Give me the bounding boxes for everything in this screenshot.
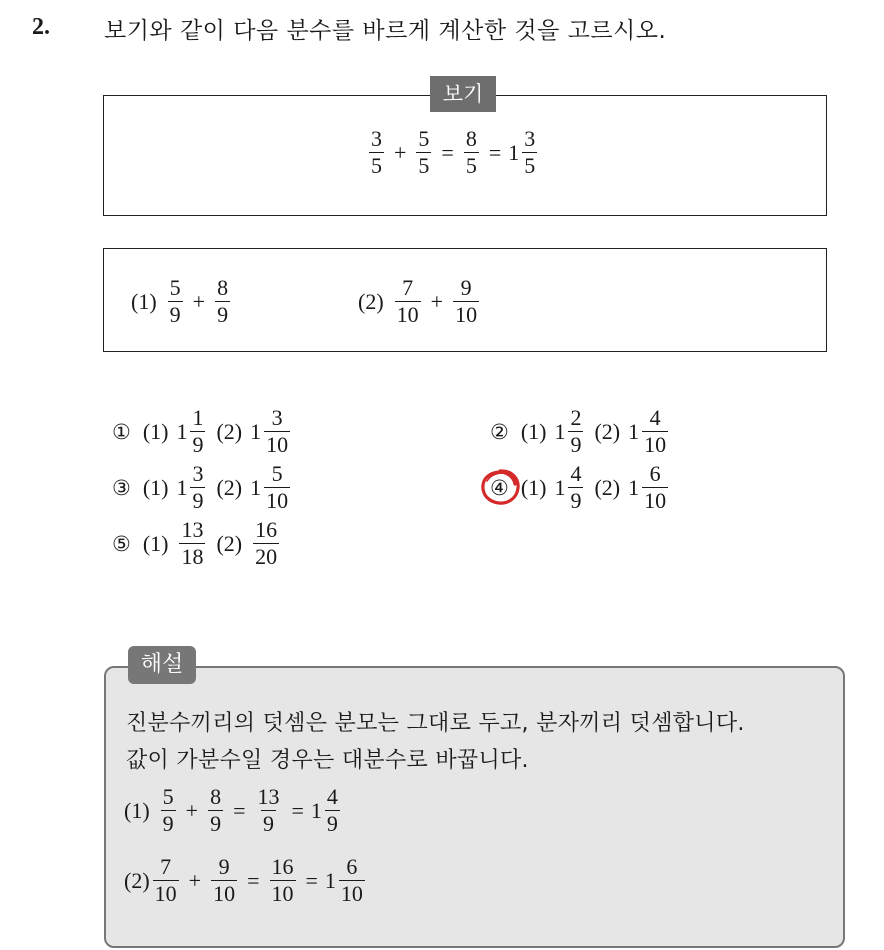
fraction: $\frac{5}{9}$: [162, 784, 174, 836]
fraction: $\frac{2}{9}$: [570, 405, 582, 457]
fraction: $\frac{3}{10}$: [266, 405, 289, 457]
fraction: $\frac{4}{9}$: [326, 784, 338, 836]
fraction: $\frac{8}{5}$: [465, 126, 477, 178]
problem-2: (2) $\frac{7}{10}$ + $\frac{9}{10}$: [358, 275, 478, 327]
example-equation: $\frac{3}{5}$ + $\frac{5}{5}$ = $\frac{8}{5}$ = 1 $\frac{3}{5}$: [371, 126, 536, 178]
choice-marker: ②: [490, 419, 509, 444]
choice-2[interactable]: ② (1) 1 $\frac{2}{9}$ (2) 1 $\frac{4}{10}$: [490, 405, 667, 457]
solution-label: 해설: [128, 646, 196, 684]
choice-5[interactable]: ⑤ (1) $\frac{13}{18}$ (2) $\frac{16}{20}$: [112, 517, 278, 569]
choice-4[interactable]: ④ (1) 1 $\frac{4}{9}$ (2) 1 $\frac{6}{10}$: [490, 461, 667, 513]
fraction: $\frac{13}{18}$: [181, 517, 204, 569]
question-text: 보기와 같이 다음 분수를 바르게 계산한 것을 고르시오.: [104, 18, 667, 44]
choice-marker: ③: [112, 475, 131, 500]
fraction: $\frac{3}{9}$: [192, 461, 204, 513]
solution-text-2: 값이 가분수일 경우는 대분수로 바꿉니다.: [126, 748, 529, 773]
fraction: $\frac{3}{5}$: [524, 126, 536, 178]
question-number: 2.: [32, 14, 50, 40]
choice-1[interactable]: ① (1) 1 $\frac{1}{9}$ (2) 1 $\frac{3}{10}$: [112, 405, 289, 457]
fraction: $\frac{16}{10}$: [271, 854, 294, 906]
fraction: $\frac{3}{5}$: [371, 126, 382, 178]
answer-circle-mark: [479, 467, 521, 507]
fraction: $\frac{7}{10}$: [396, 275, 419, 327]
fraction: $\frac{8}{9}$: [210, 784, 222, 836]
fraction: $\frac{6}{10}$: [340, 854, 363, 906]
fraction: $\frac{9}{10}$: [455, 275, 478, 327]
fraction: $\frac{6}{10}$: [644, 461, 667, 513]
choice-marker: ⑤: [112, 531, 131, 556]
fraction: $\frac{4}{10}$: [644, 405, 667, 457]
solution-step-2: (2) $\frac{7}{10}$ + $\frac{9}{10}$ = $\frac{16}{10}$ = 1 $\frac{6}{10}$: [124, 854, 363, 906]
fraction: $\frac{4}{9}$: [570, 461, 582, 513]
fraction: $\frac{5}{5}$: [418, 126, 430, 178]
example-label: 보기: [430, 76, 496, 112]
fraction: $\frac{13}{9}$: [257, 784, 280, 836]
fraction: $\frac{7}{10}$: [154, 854, 177, 906]
fraction: $\frac{5}{10}$: [266, 461, 289, 513]
solution-text-1: 진분수끼리의 덧셈은 분모는 그대로 두고, 분자끼리 덧셈합니다.: [126, 711, 745, 736]
choice-marker: ④: [490, 475, 509, 500]
solution-step-1: (1) $\frac{5}{9}$ + $\frac{8}{9}$ = $\frac{13}{9}$ = 1 $\frac{4}{9}$: [124, 784, 338, 836]
fraction: $\frac{5}{9}$: [169, 275, 181, 327]
choice-marker: ①: [112, 419, 131, 444]
problem-1: (1) $\frac{5}{9}$ + $\frac{8}{9}$: [131, 275, 229, 327]
choice-3[interactable]: ③ (1) 1 $\frac{3}{9}$ (2) 1 $\frac{5}{10}$: [112, 461, 289, 513]
fraction: $\frac{1}{9}$: [192, 405, 204, 457]
fraction: $\frac{8}{9}$: [217, 275, 229, 327]
fraction: $\frac{9}{10}$: [213, 854, 236, 906]
fraction: $\frac{16}{20}$: [255, 517, 278, 569]
